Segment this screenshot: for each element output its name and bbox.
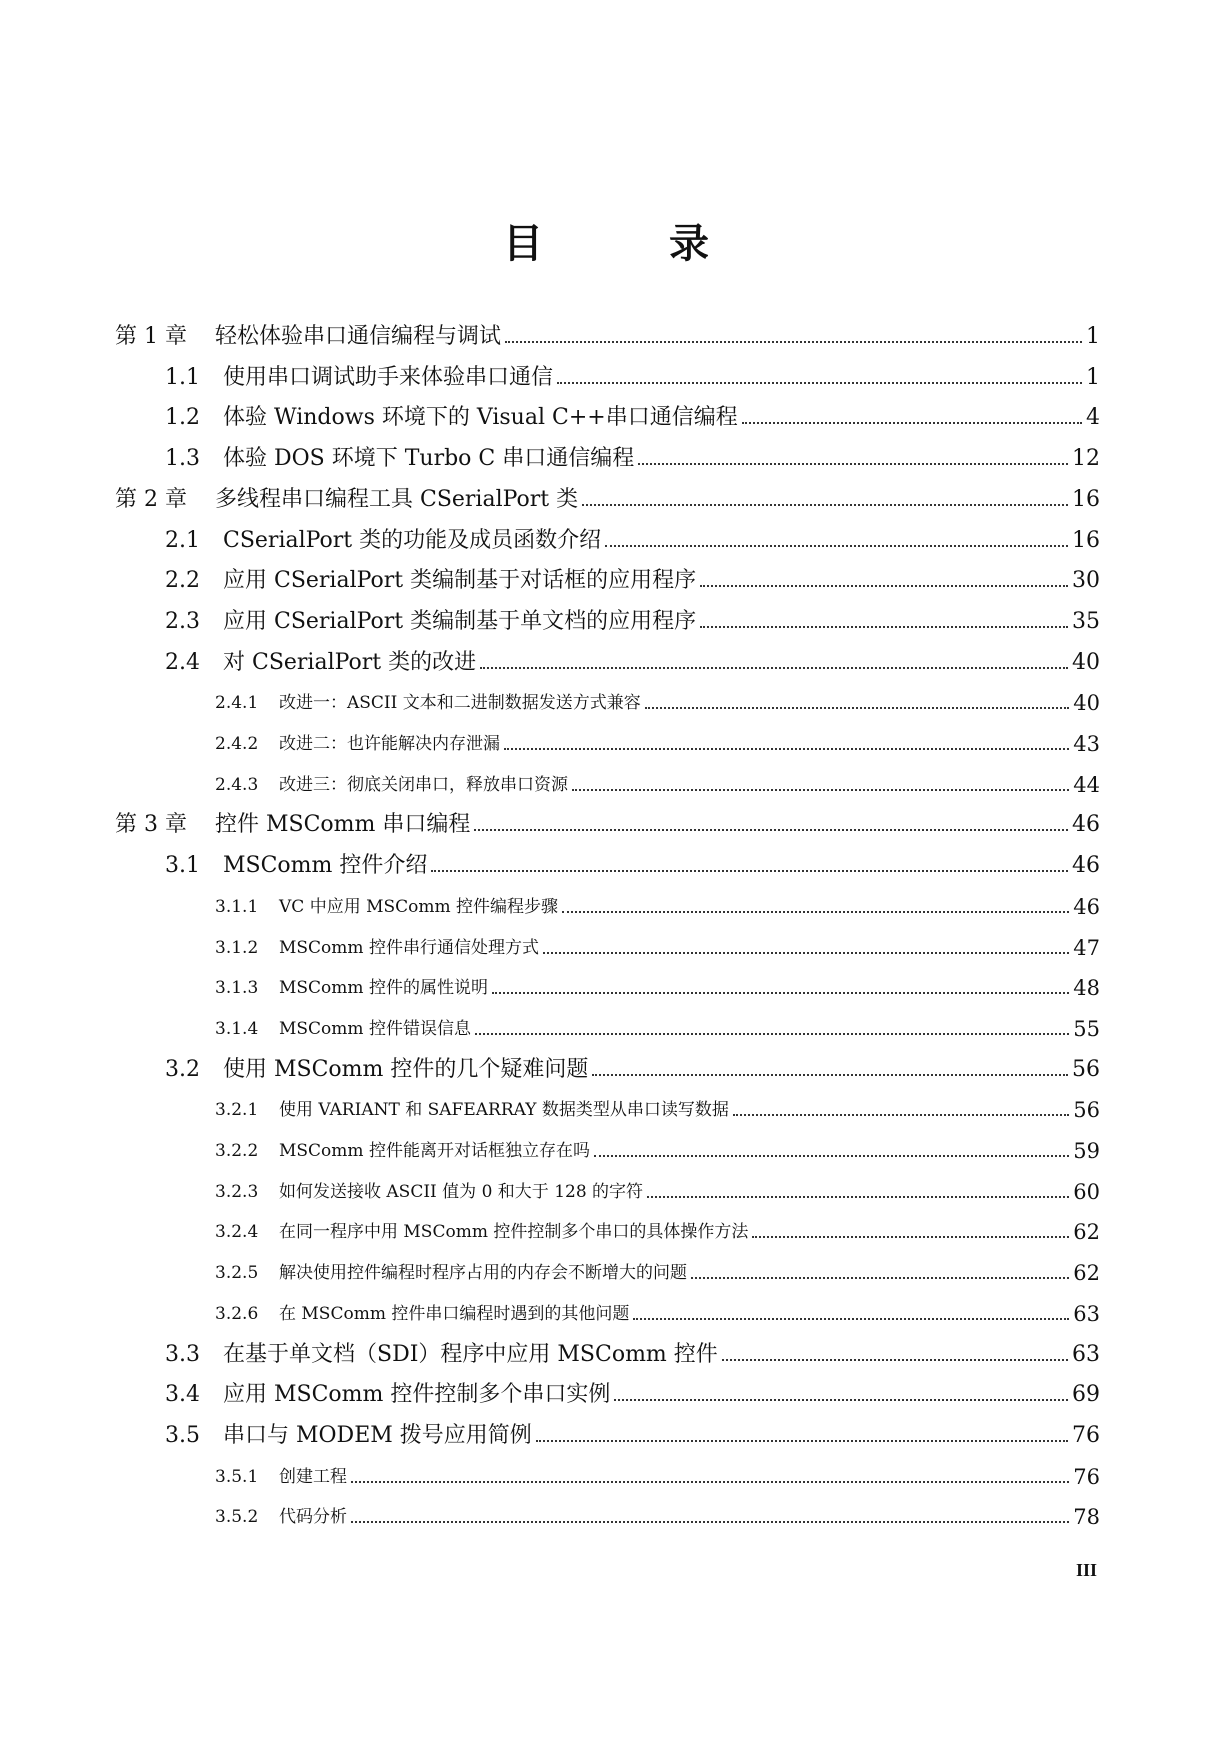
toc-subsection-entry xyxy=(115,1213,1100,1247)
toc-section-entry xyxy=(115,399,1100,433)
toc-entry-number: 1.2 xyxy=(165,405,200,431)
toc-entry-title: 体验 Windows 环境下的 Visual C++串口通信编程 xyxy=(223,405,738,431)
toc-entry-title: 多线程串口编程工具 CSerialPort 类 xyxy=(215,486,579,512)
toc-entry-page: 62 xyxy=(1073,1220,1100,1245)
toc-entry-page: 46 xyxy=(1073,894,1100,919)
toc-section-entry xyxy=(115,1336,1100,1370)
toc-entry-page: 63 xyxy=(1072,1341,1100,1367)
toc-entry-page: 16 xyxy=(1072,486,1100,512)
toc-entry-number: 2.4.1 xyxy=(215,693,259,714)
dot-leader xyxy=(582,504,1068,506)
dot-leader xyxy=(474,829,1068,831)
toc-entry-number: 2.1 xyxy=(165,527,200,553)
dot-leader xyxy=(536,1440,1068,1442)
toc-section-entry xyxy=(115,603,1100,637)
toc-entry-page: 62 xyxy=(1073,1261,1100,1286)
toc-subsection-entry xyxy=(115,1458,1100,1492)
toc-entry-number: 第 3 章 xyxy=(115,812,187,838)
toc-chapter-entry xyxy=(115,318,1100,352)
toc-subsection-entry xyxy=(115,929,1100,963)
toc-entry-title: 改进三：彻底关闭串口，释放串口资源 xyxy=(279,774,568,795)
toc-subsection-entry xyxy=(115,969,1100,1003)
toc-section-entry xyxy=(115,359,1100,393)
toc-subsection-entry xyxy=(115,1498,1100,1532)
toc-entry-page: 40 xyxy=(1072,649,1100,675)
toc-entry-number: 2.3 xyxy=(165,608,200,634)
dot-leader xyxy=(572,789,1069,791)
toc-entry-number: 3.1.4 xyxy=(215,1018,259,1039)
toc-entry-title: 串口与 MODEM 拨号应用简例 xyxy=(223,1422,532,1448)
toc-section-entry xyxy=(115,562,1100,596)
toc-entry-number: 3.5.2 xyxy=(215,1507,259,1528)
toc-entry-number: 3.1 xyxy=(165,853,200,879)
toc-entry-page: 48 xyxy=(1073,976,1100,1001)
toc-section-entry xyxy=(115,644,1100,678)
toc-entry-number: 3.2 xyxy=(165,1056,200,1082)
dot-leader xyxy=(700,626,1068,628)
toc-section-entry xyxy=(115,440,1100,474)
dot-leader xyxy=(605,545,1068,547)
toc-subsection-entry xyxy=(115,1254,1100,1288)
toc-entry-number: 2.4.2 xyxy=(215,734,259,754)
dot-leader xyxy=(645,707,1070,709)
toc-chapter-entry xyxy=(115,481,1100,515)
toc-subsection-entry xyxy=(115,1132,1100,1166)
toc-entry-title: 控件 MSComm 串口编程 xyxy=(215,812,471,838)
toc-subsection-entry xyxy=(115,684,1100,718)
dot-leader xyxy=(614,1399,1068,1401)
toc-entry-number: 3.1.2 xyxy=(215,937,259,958)
toc-entry-title: VC 中应用 MSComm 控件编程步骤 xyxy=(279,896,559,917)
toc-entry-page: 55 xyxy=(1073,1016,1100,1041)
dot-leader xyxy=(562,911,1069,913)
toc-entry-title: 改进二：也许能解决内存泄漏 xyxy=(279,734,500,754)
toc-entry-page: 56 xyxy=(1073,1098,1100,1123)
toc-entry-title: 应用 CSerialPort 类编制基于对话框的应用程序 xyxy=(223,568,697,594)
dot-leader xyxy=(722,1359,1068,1361)
toc-entry-title: MSComm 控件的属性说明 xyxy=(279,978,488,999)
toc-entry-number: 2.4 xyxy=(165,649,200,675)
toc-section-entry xyxy=(115,1376,1100,1410)
dot-leader xyxy=(543,952,1069,954)
dot-leader xyxy=(691,1277,1069,1279)
toc-entry-number: 1.3 xyxy=(165,446,200,472)
toc-entry-number: 第 2 章 xyxy=(115,486,187,512)
toc-entry-title: 解决使用控件编程时程序占用的内存会不断增大的问题 xyxy=(279,1263,687,1284)
dot-leader xyxy=(505,341,1082,343)
dot-leader xyxy=(638,463,1068,465)
toc-entry-title: 应用 CSerialPort 类编制基于单文档的应用程序 xyxy=(223,608,697,634)
dot-leader xyxy=(351,1521,1069,1523)
toc-entry-number: 2.2 xyxy=(165,568,200,594)
toc-section-entry xyxy=(115,1051,1100,1085)
toc-entry-page: 59 xyxy=(1073,1139,1100,1163)
toc-subsection-entry xyxy=(115,888,1100,922)
dot-leader xyxy=(633,1318,1069,1320)
toc-entry-page: 12 xyxy=(1072,446,1100,472)
toc-entry-page: 35 xyxy=(1072,608,1100,634)
toc-entry-page: 46 xyxy=(1072,812,1100,838)
toc-entry-number: 3.2.3 xyxy=(215,1181,259,1202)
toc-section-entry xyxy=(115,847,1100,881)
toc-entry-number: 3.3 xyxy=(165,1341,200,1367)
toc-entry-page: 30 xyxy=(1072,568,1100,594)
toc-entry-page: 4 xyxy=(1086,405,1100,431)
toc-subsection-entry xyxy=(115,1091,1100,1125)
toc-entry-title: 应用 MSComm 控件控制多个串口实例 xyxy=(223,1382,611,1408)
toc-entry-title: MSComm 控件能离开对话框独立存在吗 xyxy=(279,1141,590,1161)
toc-subsection-entry xyxy=(115,766,1100,800)
dot-leader xyxy=(733,1114,1069,1116)
toc-subsection-entry xyxy=(115,725,1100,759)
toc-entry-page: 47 xyxy=(1073,935,1100,960)
toc-entry-page: 40 xyxy=(1073,691,1100,716)
toc-entry-number: 3.2.6 xyxy=(215,1303,259,1324)
dot-leader xyxy=(752,1236,1069,1238)
toc-entry-title: 在基于单文档（SDI）程序中应用 MSComm 控件 xyxy=(223,1341,718,1367)
toc-entry-number: 3.2.5 xyxy=(215,1263,259,1284)
toc-entry-page: 43 xyxy=(1073,732,1100,756)
toc-entry-page: 76 xyxy=(1072,1422,1100,1448)
dot-leader xyxy=(647,1196,1069,1198)
toc-entry-title: 在同一程序中用 MSComm 控件控制多个串口的具体操作方法 xyxy=(279,1222,749,1243)
toc-entry-page: 78 xyxy=(1073,1505,1100,1530)
toc-entry-number: 3.2.2 xyxy=(215,1141,259,1161)
toc-entry-page: 44 xyxy=(1073,772,1100,797)
toc-entry-number: 3.5.1 xyxy=(215,1466,259,1487)
toc-entry-number: 1.1 xyxy=(165,364,200,390)
dot-leader xyxy=(700,585,1068,587)
dot-leader xyxy=(592,1074,1068,1076)
toc-subsection-entry xyxy=(115,1173,1100,1207)
toc-entry-page: 1 xyxy=(1086,324,1100,349)
toc-entry-title: 在 MSComm 控件串口编程时遇到的其他问题 xyxy=(279,1303,630,1324)
toc-entry-title: 使用 VARIANT 和 SAFEARRAY 数据类型从串口读写数据 xyxy=(279,1100,729,1121)
page-number: III xyxy=(1076,1560,1098,1580)
toc-entry-number: 3.2.4 xyxy=(215,1222,259,1243)
toc-entry-page: 69 xyxy=(1072,1382,1100,1408)
toc-entry-page: 56 xyxy=(1072,1056,1100,1082)
toc-entry-number: 3.5 xyxy=(165,1422,200,1448)
dot-leader xyxy=(480,667,1068,669)
toc-entry-title: 创建工程 xyxy=(279,1466,347,1487)
toc-entry-number: 3.1.3 xyxy=(215,978,259,999)
toc-entry-page: 60 xyxy=(1073,1179,1100,1204)
dot-leader xyxy=(594,1155,1069,1157)
toc-entry-page: 46 xyxy=(1072,853,1100,879)
toc-entry-title: 代码分析 xyxy=(279,1507,347,1528)
toc-entry-page: 1 xyxy=(1086,364,1100,390)
dot-leader xyxy=(431,870,1068,872)
toc-section-entry xyxy=(115,522,1100,556)
toc-entry-title: CSerialPort 类的功能及成员函数介绍 xyxy=(223,527,602,553)
toc-entry-title: MSComm 控件串行通信处理方式 xyxy=(279,937,539,958)
toc-entry-title: MSComm 控件错误信息 xyxy=(279,1018,471,1039)
toc-entry-number: 3.2.1 xyxy=(215,1100,259,1121)
page-title: 目 录 xyxy=(503,221,765,267)
toc-entry-title: 使用串口调试助手来体验串口通信 xyxy=(223,364,554,390)
dot-leader xyxy=(742,422,1082,424)
toc-entry-title: MSComm 控件介绍 xyxy=(223,853,428,879)
toc-entry-number: 3.4 xyxy=(165,1382,200,1408)
toc-section-entry xyxy=(115,1417,1100,1451)
toc-entry-title: 体验 DOS 环境下 Turbo C 串口通信编程 xyxy=(223,446,635,472)
toc-subsection-entry xyxy=(115,1010,1100,1044)
toc-entry-number: 第 1 章 xyxy=(115,324,187,349)
dot-leader xyxy=(492,992,1069,994)
dot-leader xyxy=(504,748,1069,750)
toc-entry-page: 16 xyxy=(1072,527,1100,553)
toc-entry-title: 对 CSerialPort 类的改进 xyxy=(223,649,477,675)
toc-chapter-entry xyxy=(115,806,1100,840)
toc-entry-title: 改进一：ASCII 文本和二进制数据发送方式兼容 xyxy=(279,693,641,714)
toc-entry-page: 63 xyxy=(1073,1301,1100,1326)
toc-entry-number: 2.4.3 xyxy=(215,774,259,795)
dot-leader xyxy=(475,1033,1069,1035)
toc-entry-number: 3.1.1 xyxy=(215,896,259,917)
toc-entry-title: 如何发送接收 ASCII 值为 0 和大于 128 的字符 xyxy=(279,1181,644,1202)
dot-leader xyxy=(351,1481,1069,1483)
toc-subsection-entry xyxy=(115,1295,1100,1329)
toc-entry-title: 轻松体验串口通信编程与调试 xyxy=(215,324,502,349)
toc-entry-page: 76 xyxy=(1073,1464,1100,1489)
toc-entry-title: 使用 MSComm 控件的几个疑难问题 xyxy=(223,1056,589,1082)
dot-leader xyxy=(557,382,1082,384)
